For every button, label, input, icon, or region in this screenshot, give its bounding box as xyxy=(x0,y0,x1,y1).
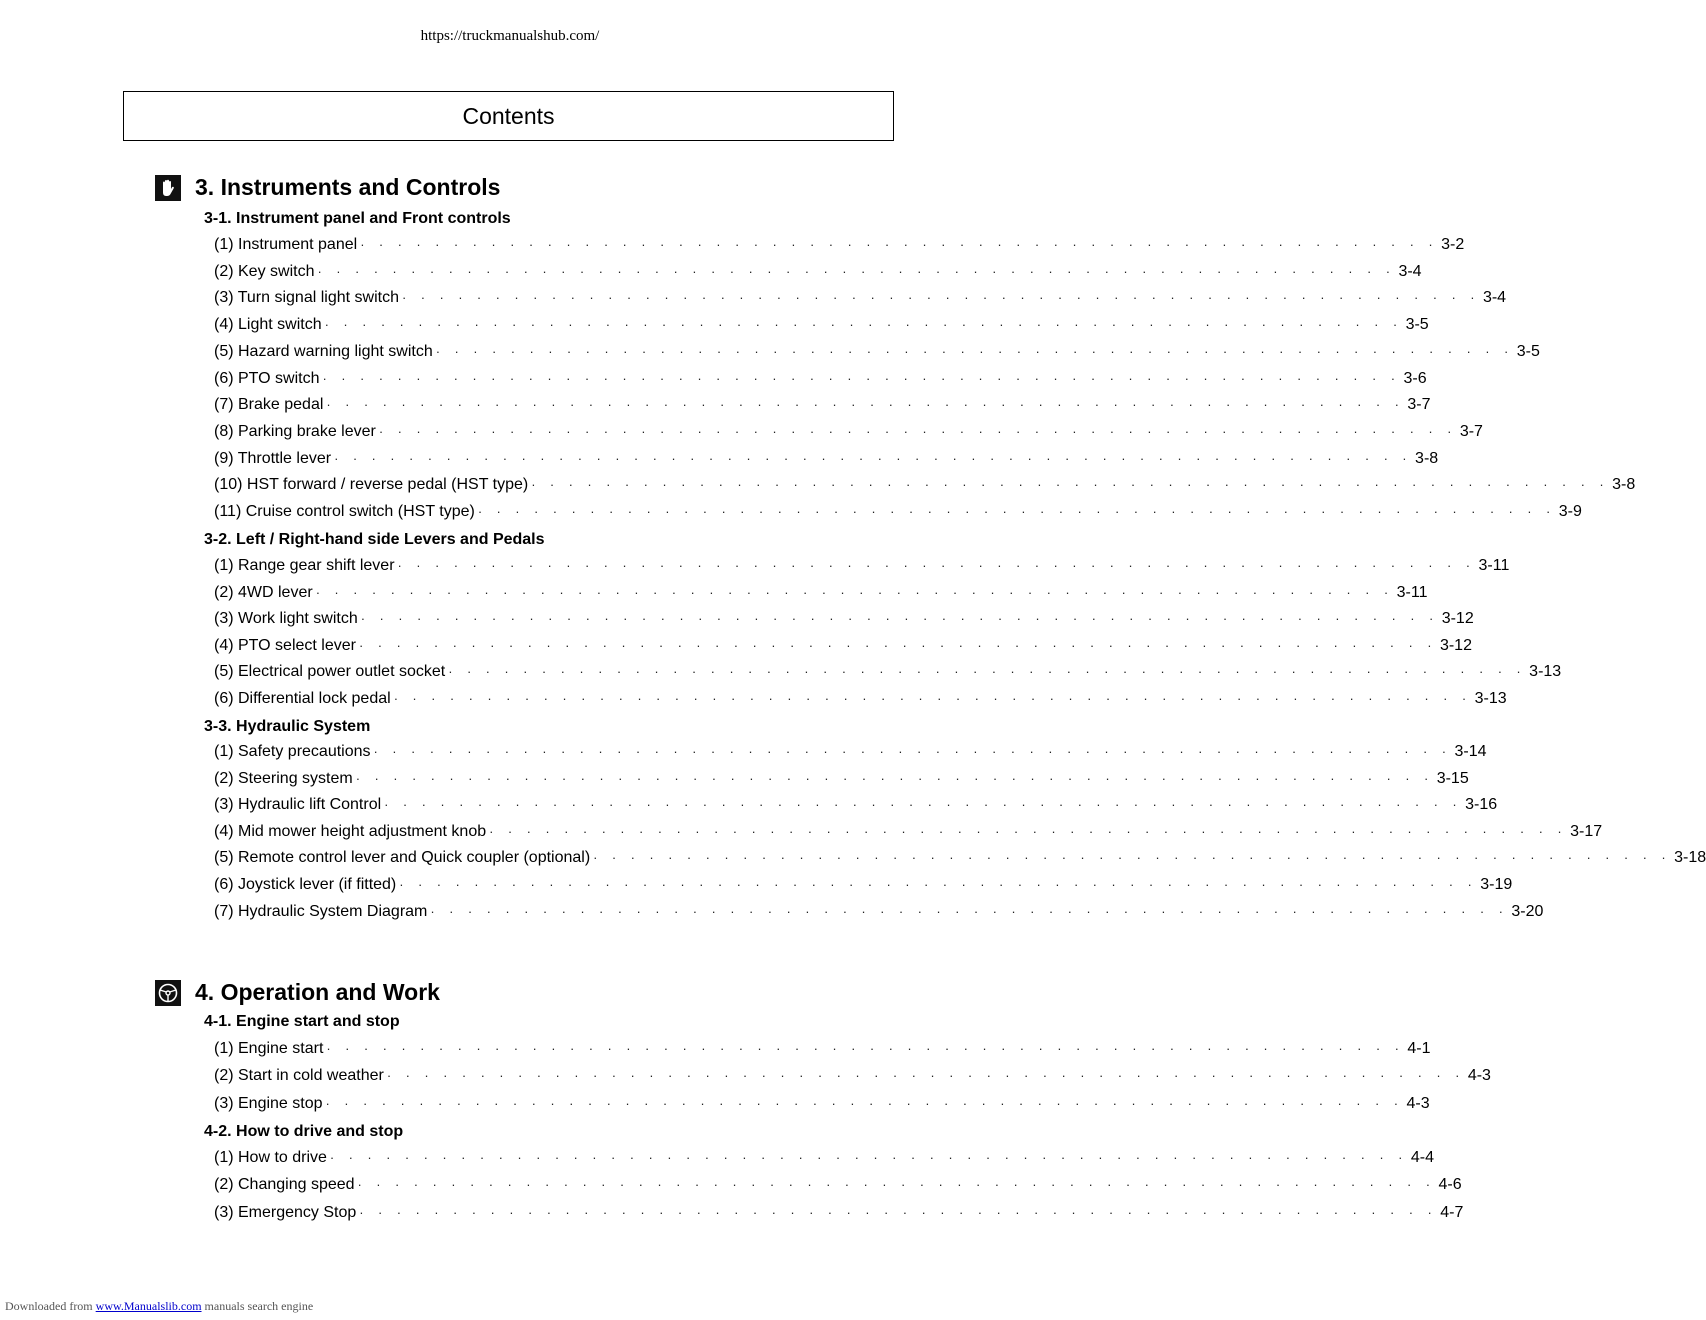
dot-leader: · · · · · · · · · · · · · · · · · · · · · · · · · · · · · · · · · · · · · · · · · · · · · · · · · · · · · · · · · · xyxy=(315,584,1394,600)
footer-suffix: manuals search engine xyxy=(204,1299,314,1313)
toc-entry-label: (4) PTO select lever xyxy=(214,636,356,654)
section-heading: 3-1. Instrument panel and Front controls xyxy=(204,210,511,227)
toc-entry[interactable] xyxy=(214,1149,1435,1171)
toc-entry[interactable] xyxy=(214,1094,1430,1117)
toc-entry[interactable] xyxy=(214,396,1431,418)
toc-entry-label: (2) Start in cold weather xyxy=(214,1067,384,1085)
toc-entry[interactable] xyxy=(214,1203,1464,1226)
dot-leader: · · · · · · · · · · · · · · · · · · · · · · · · · · · · · · · · · · · · · · · · · · · · · · · · · · · · · · · · · · xyxy=(373,744,1452,759)
toc-entry[interactable] xyxy=(214,849,1706,871)
toc-entry[interactable] xyxy=(214,663,1562,685)
chapter-title: 3. Instruments and Controls xyxy=(195,174,501,200)
toc-entry[interactable] xyxy=(214,610,1474,632)
toc-entry-page: 3-4 xyxy=(1482,289,1507,307)
toc-entry[interactable] xyxy=(214,743,1487,765)
toc-entry-page: 3-5 xyxy=(1516,342,1540,360)
toc-entry-page: 4-3 xyxy=(1406,1094,1430,1112)
dot-leader: · · · · · · · · · · · · · · · · · · · · · · · · · · · · · · · · · · · · · · · · · · · · · · · · · · · · · · · · · · xyxy=(399,877,1478,892)
toc-entry-page: 4-7 xyxy=(1440,1203,1464,1221)
toc-entry-label: (2) Key switch xyxy=(214,262,315,280)
chapter-3-heading xyxy=(155,174,500,201)
section-heading: 4-1. Engine start and stop xyxy=(204,1013,400,1030)
toc-entry[interactable] xyxy=(214,636,1472,659)
toc-entry-page: 3-16 xyxy=(1465,796,1498,814)
toc-entry[interactable] xyxy=(214,503,1582,525)
toc-entry[interactable] xyxy=(214,690,1507,712)
toc-entry-page: 3-8 xyxy=(1415,449,1439,467)
toc-entry-label: (5) Hazard warning light switch xyxy=(214,342,433,360)
toc-entry-label: (9) Throttle lever xyxy=(214,449,332,467)
dot-leader: · · · · · · · · · · · · · · · · · · · · · · · · · · · · · · · · · · · · · · · · · · · · · · · · · · · · · · · · · · xyxy=(397,558,1476,573)
page-footer xyxy=(5,1299,313,1314)
toc-entry-page: 3-14 xyxy=(1454,743,1487,760)
toc-entry[interactable] xyxy=(214,769,1469,792)
dot-leader: · · · · · · · · · · · · · · · · · · · · · · · · · · · · · · · · · · · · · · · · · · · · · · · · · · · · · · · · · · xyxy=(326,397,1405,413)
toc-entry-label: (1) Range gear shift lever xyxy=(214,557,395,574)
toc-entry-label: (1) How to drive xyxy=(214,1149,327,1166)
toc-entry[interactable] xyxy=(214,476,1636,498)
toc-entry[interactable] xyxy=(214,1040,1431,1062)
toc-entry-page: 3-15 xyxy=(1436,769,1469,787)
dot-leader: · · · · · · · · · · · · · · · · · · · · · · · · · · · · · · · · · · · · · · · · · · · · · · · · · · · · · · · · · · xyxy=(393,691,1472,706)
hand-stop-icon xyxy=(155,175,181,201)
dot-leader: · · · · · · · · · · · · · · · · · · · · · · · · · · · · · · · · · · · · · · · · · · · · · · · · · · · · · · · · · · xyxy=(334,450,1413,466)
dot-leader: · · · · · · · · · · · · · · · · · · · · · · · · · · · · · · · · · · · · · · · · · · · · · · · · · · · · · · · · · · xyxy=(322,370,1401,386)
toc-entry-page: 3-7 xyxy=(1407,396,1431,414)
dot-leader: · · · · · · · · · · · · · · · · · · · · · · · · · · · · · · · · · · · · · · · · · · · · · · · · · · · · · · · · · · xyxy=(401,290,1480,306)
dot-leader: · · · · · · · · · · · · · · · · · · · · · · · · · · · · · · · · · · · · · · · · · · · · · · · · · · · · · · · · · · xyxy=(360,237,1439,252)
page-header-url: https://truckmanualshub.com/ xyxy=(420,28,600,44)
manualslib-link[interactable]: www.Manualslib.com xyxy=(95,1299,202,1313)
dot-leader: · · · · · · · · · · · · · · · · · · · · · · · · · · · · · · · · · · · · · · · · · · · · · · · · · · · · · · · · · · xyxy=(386,1068,1465,1084)
toc-entry-label: (6) Joystick lever (if fitted) xyxy=(214,876,397,893)
toc-entry-label: (4) Light switch xyxy=(214,316,322,334)
toc-entry[interactable] xyxy=(214,902,1544,925)
toc-entry-page: 4-6 xyxy=(1438,1176,1462,1194)
toc-entry-label: (3) Engine stop xyxy=(214,1094,323,1112)
dot-leader: · · · · · · · · · · · · · · · · · · · · · · · · · · · · · · · · · · · · · · · · · · · · · · · · · · · · · · · · · · xyxy=(359,1204,1438,1220)
dot-leader: · · · · · · · · · · · · · · · · · · · · · · · · · · · · · · · · · · · · · · · · · · · · · · · · · · · · · · · · · · xyxy=(355,770,1434,786)
dot-leader: · · · · · · · · · · · · · · · · · · · · · · · · · · · · · · · · · · · · · · · · · · · · · · · · · · · · · · · · · · xyxy=(358,637,1437,653)
toc-entry-label: (4) Mid mower height adjustment knob xyxy=(214,822,487,840)
toc-entry-label: (1) Instrument panel xyxy=(214,236,358,253)
chapter-4-heading xyxy=(155,979,440,1006)
dot-leader: · · · · · · · · · · · · · · · · · · · · · · · · · · · · · · · · · · · · · · · · · · · · · · · · · · · · · · · · · · xyxy=(384,797,1463,813)
toc-entry[interactable] xyxy=(214,796,1498,818)
toc-entry-label: (1) Safety precautions xyxy=(214,743,371,760)
toc-entry-page: 3-12 xyxy=(1441,610,1474,628)
dot-leader: · · · · · · · · · · · · · · · · · · · · · · · · · · · · · · · · · · · · · · · · · · · · · · · · · · · · · · · · · · xyxy=(326,1041,1405,1056)
toc-entry-label: (5) Remote control lever and Quick coupler (optional) xyxy=(214,849,591,867)
section-heading: 3-2. Left / Right-hand side Levers and Pedals xyxy=(204,531,545,548)
toc-entry[interactable] xyxy=(214,1176,1462,1198)
dot-leader: · · · · · · · · · · · · · · · · · · · · · · · · · · · · · · · · · · · · · · · · · · · · · · · · · · · · · · · · · · xyxy=(430,903,1509,919)
chapter-title: 4. Operation and Work xyxy=(195,979,440,1005)
toc-entry[interactable] xyxy=(214,822,1603,845)
toc-entry-page: 3-13 xyxy=(1474,690,1507,707)
toc-entry-page: 3-11 xyxy=(1478,557,1510,574)
dot-leader: · · · · · · · · · · · · · · · · · · · · · · · · · · · · · · · · · · · · · · · · · · · · · · · · · · · · · · · · · · xyxy=(360,611,1439,627)
toc-entry[interactable] xyxy=(214,236,1465,258)
toc-entry-page: 3-4 xyxy=(1398,262,1422,280)
toc-entry-page: 3-13 xyxy=(1529,663,1562,681)
contents-title-box xyxy=(123,91,894,141)
toc-entry[interactable] xyxy=(214,557,1510,579)
toc-entry-label: (10) HST forward / reverse pedal (HST type) xyxy=(214,476,529,494)
dot-leader: · · · · · · · · · · · · · · · · · · · · · · · · · · · · · · · · · · · · · · · · · · · · · · · · · · · · · · · · · · xyxy=(593,850,1672,866)
steering-wheel-icon xyxy=(155,980,181,1006)
toc-entry[interactable] xyxy=(214,289,1507,311)
toc-entry-page: 4-4 xyxy=(1410,1149,1435,1166)
toc-entry-label: (6) PTO switch xyxy=(214,369,320,387)
toc-entry-page: 3-12 xyxy=(1439,636,1472,654)
toc-entry-page: 4-1 xyxy=(1407,1040,1431,1057)
dot-leader: · · · · · · · · · · · · · · · · · · · · · · · · · · · · · · · · · · · · · · · · · · · · · · · · · · · · · · · · · · xyxy=(531,477,1610,493)
toc-entry-page: 3-11 xyxy=(1396,583,1428,601)
toc-entry-label: (7) Brake pedal xyxy=(214,396,324,414)
toc-entry-label: (5) Electrical power outlet socket xyxy=(214,663,446,681)
toc-entry-page: 3-8 xyxy=(1612,476,1636,494)
toc-entry[interactable] xyxy=(214,583,1428,606)
footer-prefix: Downloaded from xyxy=(5,1299,93,1313)
section-heading: 4-2. How to drive and stop xyxy=(204,1123,404,1140)
toc-entry-page: 3-5 xyxy=(1405,316,1429,334)
dot-leader: · · · · · · · · · · · · · · · · · · · · · · · · · · · · · · · · · · · · · · · · · · · · · · · · · · · · · · · · · · xyxy=(448,664,1527,680)
toc-entry-label: (3) Work light switch xyxy=(214,610,358,628)
toc-entry-label: (3) Turn signal light switch xyxy=(214,289,399,307)
dot-leader: · · · · · · · · · · · · · · · · · · · · · · · · · · · · · · · · · · · · · · · · · · · · · · · · · · · · · · · · · · xyxy=(489,823,1568,839)
toc-entry[interactable] xyxy=(214,369,1427,392)
toc-entry[interactable] xyxy=(214,1067,1491,1089)
dot-leader: · · · · · · · · · · · · · · · · · · · · · · · · · · · · · · · · · · · · · · · · · · · · · · · · · · · · · · · · · · xyxy=(329,1150,1408,1165)
dot-leader: · · · · · · · · · · · · · · · · · · · · · · · · · · · · · · · · · · · · · · · · · · · · · · · · · · · · · · · · · · xyxy=(317,263,1396,279)
dot-leader: · · · · · · · · · · · · · · · · · · · · · · · · · · · · · · · · · · · · · · · · · · · · · · · · · · · · · · · · · · xyxy=(378,423,1457,439)
toc-entry-page: 3-2 xyxy=(1441,236,1465,253)
toc-entry-label: (7) Hydraulic System Diagram xyxy=(214,902,428,920)
toc-entry-page: 3-18 xyxy=(1674,849,1706,867)
dot-leader: · · · · · · · · · · · · · · · · · · · · · · · · · · · · · · · · · · · · · · · · · · · · · · · · · · · · · · · · · · xyxy=(357,1177,1436,1193)
toc-entry-page: 3-6 xyxy=(1403,369,1427,387)
toc-entry-page: 3-7 xyxy=(1459,422,1483,440)
toc-entry-label: (3) Emergency Stop xyxy=(214,1203,357,1221)
toc-entry-page: 3-20 xyxy=(1511,902,1544,920)
toc-entry[interactable] xyxy=(214,342,1540,365)
toc-entry-label: (8) Parking brake lever xyxy=(214,422,376,440)
toc-entry-page: 4-3 xyxy=(1467,1067,1491,1085)
toc-entry[interactable] xyxy=(214,876,1513,898)
toc-entry[interactable] xyxy=(214,449,1439,472)
toc-entry-label: (6) Differential lock pedal xyxy=(214,690,391,707)
toc-entry[interactable] xyxy=(214,422,1483,445)
dot-leader: · · · · · · · · · · · · · · · · · · · · · · · · · · · · · · · · · · · · · · · · · · · · · · · · · · · · · · · · · · xyxy=(477,504,1556,519)
toc-entry-page: 3-19 xyxy=(1480,876,1513,893)
toc-entry-label: (2) Steering system xyxy=(214,769,353,787)
toc-entry-label: (1) Engine start xyxy=(214,1040,324,1057)
toc-entry[interactable] xyxy=(214,262,1422,285)
toc-entry-page: 3-17 xyxy=(1570,822,1603,840)
toc-entry[interactable] xyxy=(214,316,1429,338)
section-heading: 3-3. Hydraulic System xyxy=(204,718,371,735)
toc-entry-page: 3-9 xyxy=(1558,503,1582,520)
toc-entry-label: (2) 4WD lever xyxy=(214,583,313,601)
dot-leader: · · · · · · · · · · · · · · · · · · · · · · · · · · · · · · · · · · · · · · · · · · · · · · · · · · · · · · · · · · xyxy=(324,317,1403,333)
toc-entry-label: (2) Changing speed xyxy=(214,1176,355,1194)
toc-entry-label: (3) Hydraulic lift Control xyxy=(214,796,382,814)
contents-title: Contents xyxy=(462,102,555,129)
toc-entry-label: (11) Cruise control switch (HST type) xyxy=(214,503,475,520)
dot-leader: · · · · · · · · · · · · · · · · · · · · · · · · · · · · · · · · · · · · · · · · · · · · · · · · · · · · · · · · · · xyxy=(435,343,1514,359)
dot-leader: · · · · · · · · · · · · · · · · · · · · · · · · · · · · · · · · · · · · · · · · · · · · · · · · · · · · · · · · · · xyxy=(325,1095,1404,1111)
